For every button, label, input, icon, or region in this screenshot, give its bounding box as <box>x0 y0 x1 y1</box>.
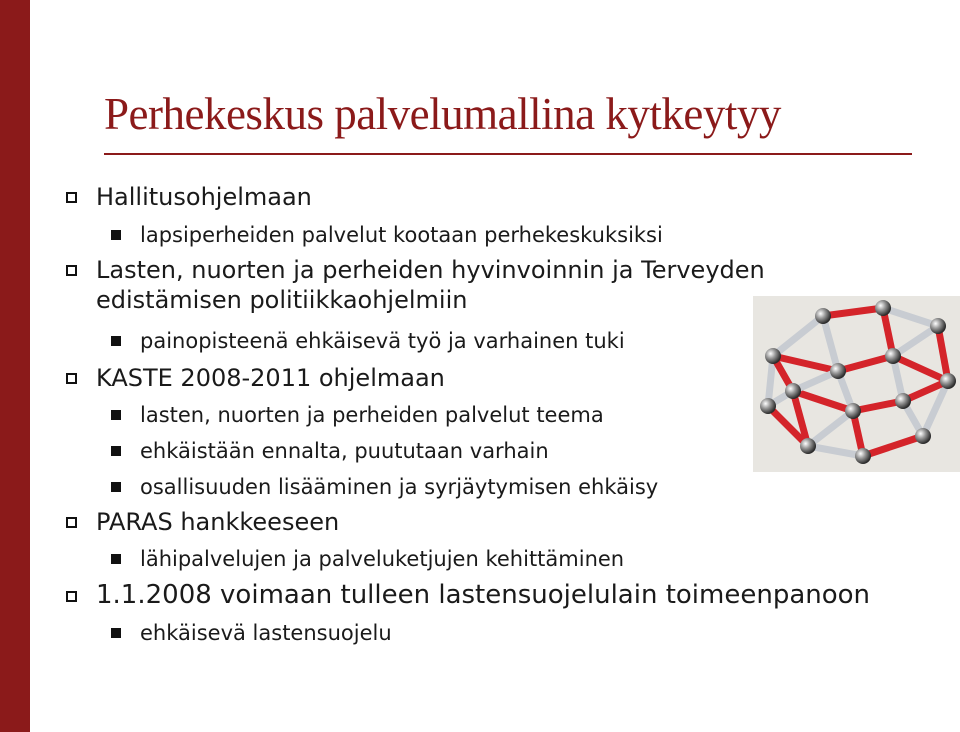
bullet-square-solid-icon <box>111 482 121 492</box>
bullet-square-solid-icon <box>111 554 121 564</box>
slide-title: Perhekeskus palvelumallina kytkeytyy <box>104 89 781 139</box>
item-3-sub-2: ehkäistään ennalta, puututaan varhain <box>140 439 549 463</box>
item-2-text-line-1: Lasten, nuorten ja perheiden hyvinvoinnin ja Terveyden <box>96 256 765 284</box>
item-1-text: Hallitusohjelmaan <box>96 183 312 211</box>
item-5-sub-1: ehkäisevä lastensuojelu <box>140 621 392 645</box>
item-4-sub-1: lähipalvelujen ja palveluketjujen kehittäminen <box>140 547 625 571</box>
bullet-square-solid-icon <box>111 336 121 346</box>
bullet-square-hollow-icon <box>66 591 77 602</box>
item-2-sub-1: painopisteenä ehkäisevä työ ja varhainen tuki <box>140 329 625 353</box>
item-5-text: 1.1.2008 voimaan tulleen lastensuojelulain toimeenpanoon <box>96 580 871 610</box>
bullet-square-hollow-icon <box>66 373 77 384</box>
bullet-square-solid-icon <box>111 628 121 638</box>
bullet-square-hollow-icon <box>66 192 77 203</box>
bullet-square-solid-icon <box>111 410 121 420</box>
bullet-square-hollow-icon <box>66 265 77 276</box>
item-4-text: PARAS hankkeeseen <box>96 508 340 536</box>
item-3-sub-1: lasten, nuorten ja perheiden palvelut teema <box>140 403 604 427</box>
construction-toy-illustration <box>753 296 960 472</box>
bullet-square-hollow-icon <box>66 517 77 528</box>
bullet-square-solid-icon <box>111 230 121 240</box>
item-3-sub-3: osallisuuden lisääminen ja syrjäytymisen ehkäisy <box>140 475 659 499</box>
construction-toy-photo <box>753 296 960 472</box>
left-accent-bar <box>0 0 30 732</box>
bullet-square-solid-icon <box>111 446 121 456</box>
item-2-text-line-2: edistämisen politiikkaohjelmiin <box>96 286 468 314</box>
item-3-text: KASTE 2008-2011 ohjelmaan <box>96 364 445 392</box>
title-underline <box>104 153 912 155</box>
item-1-sub-1: lapsiperheiden palvelut kootaan perhekeskuksiksi <box>140 223 663 247</box>
